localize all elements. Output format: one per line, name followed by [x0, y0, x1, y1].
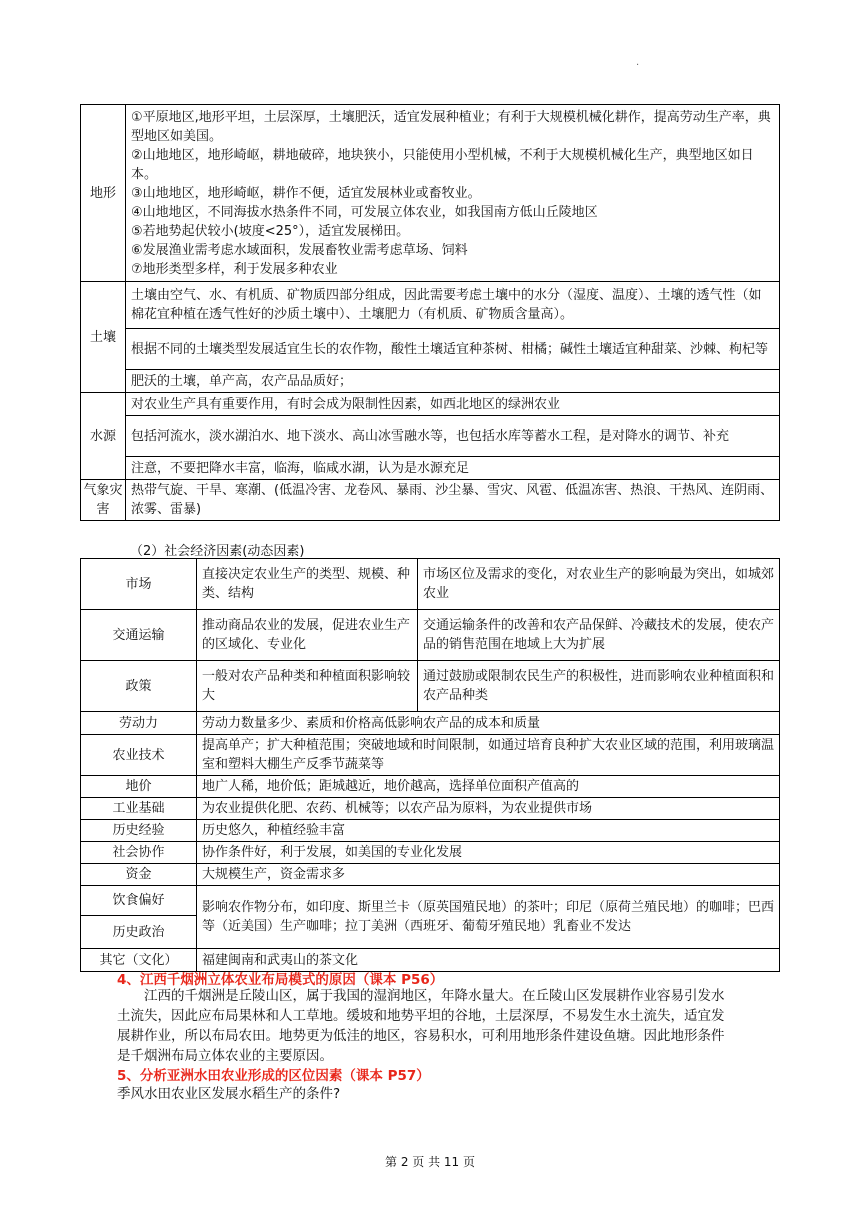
table-row [81, 798, 780, 820]
table-cell: 通过鼓励或限制农民生产的积极性，进而影响农业种植面积和农产品种类 [418, 661, 780, 712]
table-row [81, 370, 780, 393]
row-label: 其它（文化） [81, 949, 197, 972]
weather-cell: 热带气旋、干旱、寒潮、(低温冷害、龙卷风、暴雨、沙尘暴、雪灾、风雹、低温冻害、热浪、干热风、连阴雨、浓雾、雷暴) [126, 480, 780, 521]
table-row [81, 105, 780, 282]
row-label: 历史政治 [81, 916, 197, 949]
table-cell: 一般对农产品种类和种植面积影响较大 [197, 661, 418, 712]
table-row [81, 416, 780, 457]
soil-cell: 土壤由空气、水、有机质、矿物质四部分组成，因此需要考虑土壤中的水分（湿度、温度）、土壤的透气性（如棉花宜种植在透气性好的沙质土壤中）、土壤肥力（有机质、矿物质含量高）。 [126, 282, 780, 329]
row-label: 劳动力 [81, 712, 197, 735]
table-cell: 交通运输条件的改善和农产品保鲜、冷藏技术的发展，使农产品的销售范围在地域上大为扩展 [418, 610, 780, 661]
table-cell: 协作条件好，利于发展，如美国的专业化发展 [197, 842, 780, 864]
terrain-line: ⑦地形类型多样，利于发展多种农业 [131, 261, 338, 277]
header-mark: · [636, 60, 640, 71]
water-cell: 对农业生产具有重要作用，有时会成为限制性因素，如西北地区的绿洲农业 [126, 393, 780, 416]
table-cell: 福建闽南和武夷山的茶文化 [197, 949, 780, 972]
terrain-line: ②山地地区，地形崎岖，耕地破碎，地块狭小，只能使用小型机械，不利于大规模机械化生产，典型地区如日本。 [131, 147, 754, 182]
table-cell: 大规模生产，资金需求多 [197, 864, 780, 886]
page-footer: 第 2 页 共 11 页 [385, 1155, 475, 1169]
section-4-paragraph: 江西的千烟洲是丘陵山区，属于我国的湿润地区，年降水量大。在丘陵山区发展耕作业容易引发水土流失，因此应布局果林和人工草地。缓坡和地势平坦的谷地，土层深厚，不易发生水土流失，适宜发展耕作业，所以布局农田。地势更为低洼的地区，容易积水，可利用地形条件建设鱼塘。因此地形条件是千烟洲布局立体农业的主要原因。 [117, 988, 725, 1064]
row-label: 交通运输 [81, 610, 197, 661]
table-row [81, 610, 780, 661]
row-label-water: 水源 [81, 393, 126, 480]
table-row [81, 735, 780, 776]
table-row [81, 712, 780, 735]
row-label: 地价 [81, 776, 197, 798]
terrain-line: ⑤若地势起伏较小(坡度<25°），适宜发展梯田。 [131, 223, 410, 239]
row-label-weather-disaster: 气象灾害 [81, 480, 126, 521]
table-row [81, 842, 780, 864]
table-row [81, 480, 780, 521]
row-label: 资金 [81, 864, 197, 886]
table-cell: 提高单产；扩大种植范围；突破地域和时间限制，如通过培育良种扩大农业区域的范围，利用玻璃温室和塑料大棚生产反季节蔬菜等 [197, 735, 780, 776]
section-5-title: 5、分析亚洲水田农业形成的区位因素（课本 P57） [117, 1068, 430, 1084]
terrain-line: ③山地地区，地形崎岖，耕作不便，适宜发展林业或畜牧业。 [131, 185, 481, 201]
row-label-soil: 土壤 [81, 282, 126, 393]
table-row [81, 559, 780, 610]
socioeconomic-factors-table [80, 558, 780, 972]
terrain-line: ⑥发展渔业需考虑水域面积，发展畜牧业需考虑草场、饲料 [131, 242, 468, 258]
terrain-line: ①平原地区,地形平坦，土层深厚，土壤肥沃，适宜发展种植业；有利于大规模机械化耕作，提高劳动生产率，典型地区如美国。 [131, 109, 771, 144]
table-row [81, 886, 780, 916]
row-label: 社会协作 [81, 842, 197, 864]
row-label: 饮食偏好 [81, 886, 197, 916]
table-row [81, 661, 780, 712]
water-cell: 包括河流水，淡水湖泊水、地下淡水、高山冰雪融水等，也包括水库等蓄水工程，是对降水的调节、补充 [126, 416, 780, 457]
table-cell: 市场区位及需求的变化，对农业生产的影响最为突出，如城郊农业 [418, 559, 780, 610]
row-label: 历史经验 [81, 820, 197, 842]
table-row [81, 282, 780, 329]
table-cell: 影响农作物分布，如印度、斯里兰卡（原英国殖民地）的茶叶；印尼（原荷兰殖民地）的咖啡；巴西等（近美国）生产咖啡；拉丁美洲（西班牙、葡萄牙殖民地）乳畜业不发达 [197, 886, 780, 949]
row-label: 政策 [81, 661, 197, 712]
row-label: 农业技术 [81, 735, 197, 776]
table-row [81, 457, 780, 480]
soil-cell: 根据不同的土壤类型发展适宜生长的农作物，酸性土壤适宜种茶树、柑橘；碱性土壤适宜种甜菜、沙棘、枸杞等 [126, 329, 780, 370]
table-cell: 推动商品农业的发展，促进农业生产的区域化、专业化 [197, 610, 418, 661]
table-cell: 劳动力数量多少、素质和价格高低影响农产品的成本和质量 [197, 712, 780, 735]
table-row [81, 329, 780, 370]
table-row [81, 776, 780, 798]
table-row [81, 820, 780, 842]
table-cell: 历史悠久，种植经验丰富 [197, 820, 780, 842]
table2-caption: （2）社会经济因素(动态因素) [130, 544, 305, 559]
terrain-line: ④山地地区，不同海拔水热条件不同，可发展立体农业，如我国南方低山丘陵地区 [131, 204, 598, 220]
table-cell: 为农业提供化肥、农药、机械等；以农产品为原料，为农业提供市场 [197, 798, 780, 820]
table-row [81, 864, 780, 886]
soil-cell: 肥沃的土壤，单产高，农产品品质好； [126, 370, 780, 393]
section-5-question: 季风水田农业区发展水稻生产的条件? [117, 1086, 341, 1102]
table-cell: 直接决定农业生产的类型、规模、种类、结构 [197, 559, 418, 610]
table-row [81, 393, 780, 416]
section-4-title: 4、江西千烟洲立体农业布局模式的原因（课本 P56） [117, 972, 444, 988]
water-cell: 注意，不要把降水丰富，临海，临咸水湖，认为是水源充足 [126, 457, 780, 480]
row-label-terrain: 地形 [81, 105, 126, 282]
natural-factors-table [80, 104, 780, 521]
table-cell: 地广人稀，地价低；距城越近，地价越高，选择单位面积产值高的 [197, 776, 780, 798]
terrain-cell [126, 105, 780, 282]
row-label: 工业基础 [81, 798, 197, 820]
row-label: 市场 [81, 559, 197, 610]
